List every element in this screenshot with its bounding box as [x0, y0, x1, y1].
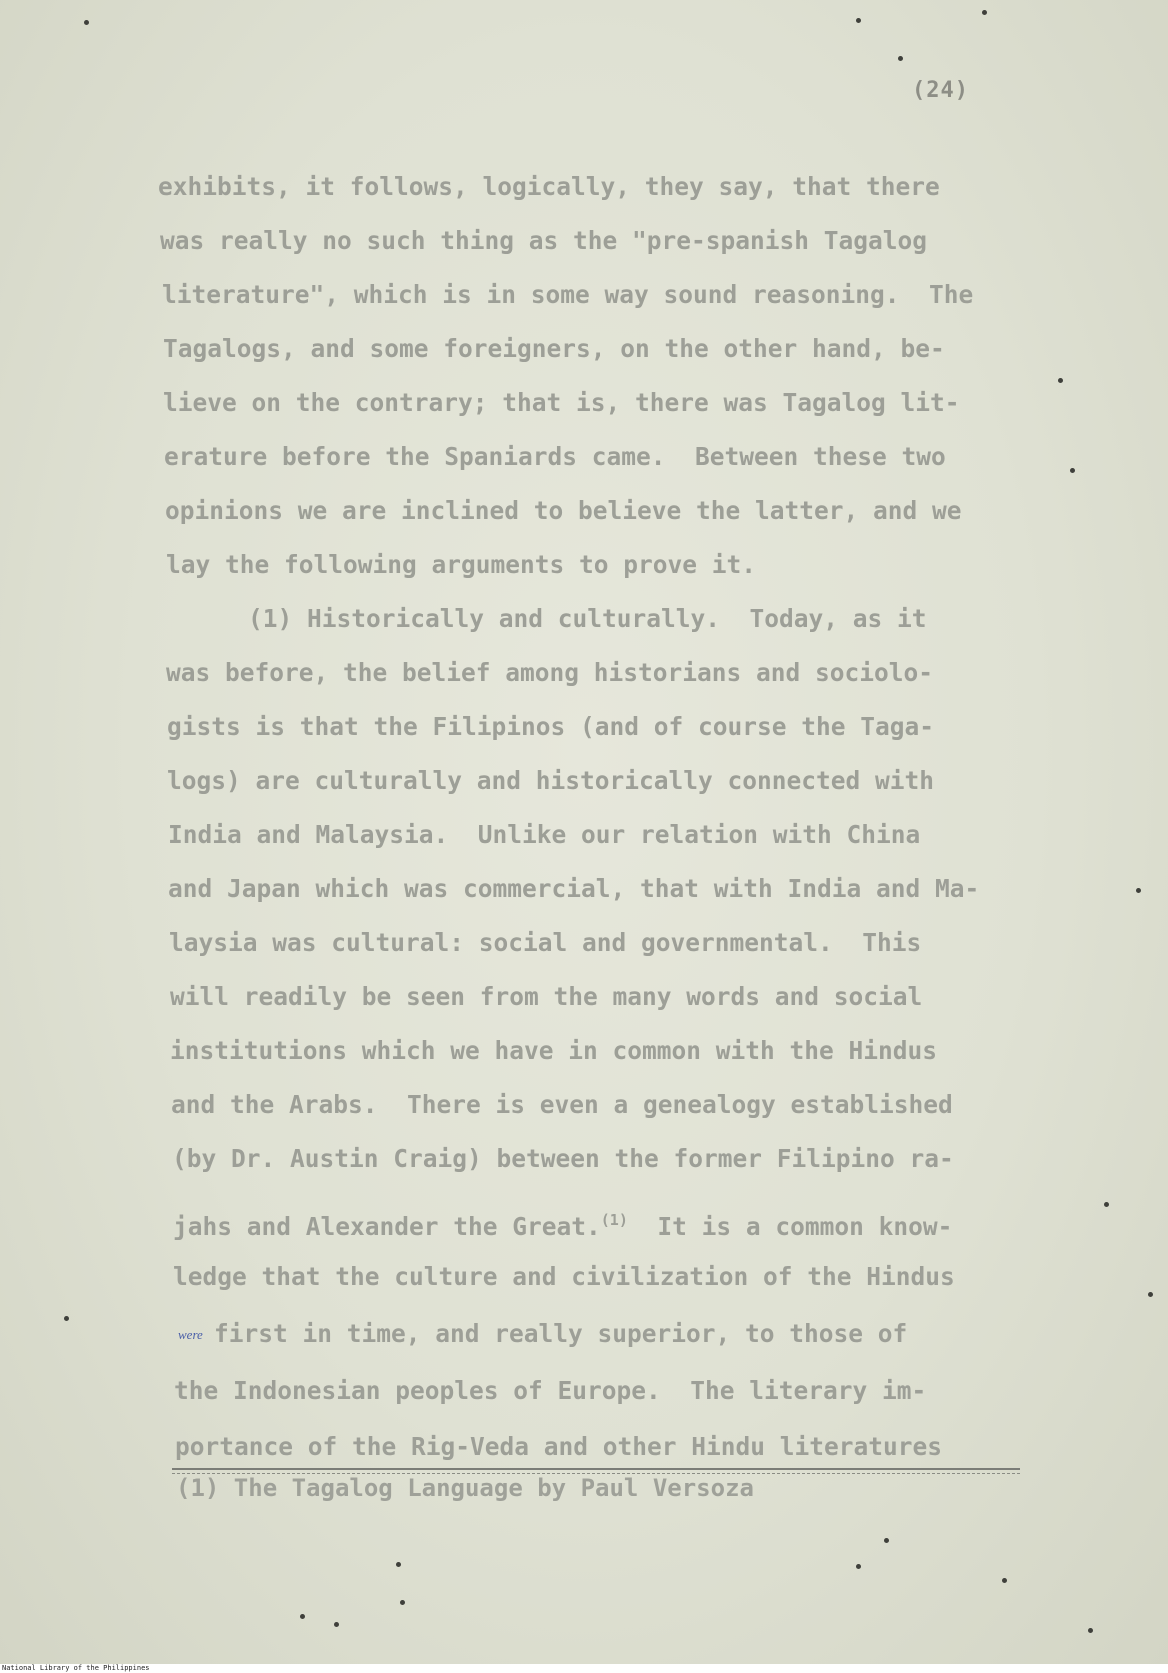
- dust-speck: [884, 1538, 889, 1543]
- text-line: the Indonesian peoples of Europe. The literary im-: [174, 1376, 927, 1405]
- text-segment: It is a common know-: [657, 1212, 953, 1241]
- text-line: and the Arabs. There is even a genealogy established: [171, 1090, 953, 1119]
- text-line: (1) Historically and culturally. Today, as it: [248, 604, 927, 633]
- dust-speck: [396, 1562, 401, 1567]
- text-line: India and Malaysia. Unlike our relation with China: [168, 820, 921, 849]
- dust-speck: [1002, 1578, 1007, 1583]
- library-credit: National Library of the Philippines: [2, 1664, 150, 1672]
- text-line: institutions which we have in common with the Hindus: [170, 1036, 938, 1065]
- text-line: was really no such thing as the "pre-spanish Tagalog: [160, 226, 928, 255]
- dust-speck: [1070, 468, 1075, 473]
- footnote-text: (1) The Tagalog Language by Paul Versoza: [176, 1474, 754, 1502]
- dust-speck: [898, 56, 903, 61]
- text-line: opinions we are inclined to believe the latter, and we: [165, 496, 962, 525]
- text-line: ledge that the culture and civilization of the Hindus: [173, 1262, 955, 1291]
- dust-speck: [84, 20, 89, 25]
- text-line: was before, the belief among historians and sociolo-: [166, 658, 934, 687]
- text-segment: jahs and Alexander the Great.: [173, 1212, 601, 1241]
- dust-speck: [1088, 1628, 1093, 1633]
- text-line: [173, 1205, 952, 1242]
- text-line: Tagalogs, and some foreigners, on the other hand, be-: [163, 334, 945, 363]
- text-line: and Japan which was commercial, that with India and Ma-: [168, 874, 980, 903]
- dust-speck: [856, 1564, 861, 1569]
- dust-speck: [1058, 378, 1063, 383]
- text-line: (by Dr. Austin Craig) between the former Filipino ra-: [172, 1144, 954, 1173]
- dust-speck: [300, 1614, 305, 1619]
- text-gap: [628, 1212, 658, 1241]
- dust-speck: [1136, 888, 1141, 893]
- text-line: erature before the Spaniards came. Between these two: [164, 442, 946, 471]
- footnote-reference: (1): [600, 1211, 628, 1229]
- dust-speck: [1148, 1292, 1153, 1297]
- page-number: (24): [912, 78, 969, 103]
- text-line: portance of the Rig-Veda and other Hindu literatures: [175, 1432, 943, 1461]
- dust-speck: [982, 10, 987, 15]
- dust-speck: [64, 1316, 69, 1321]
- text-line: literature", which is in some way sound reasoning. The: [162, 280, 974, 309]
- text-line: laysia was cultural: social and governmental. This: [169, 928, 922, 957]
- text-line: gists is that the Filipinos (and of course the Taga-: [167, 712, 935, 741]
- dust-speck: [334, 1622, 339, 1627]
- text-line: lay the following arguments to prove it.: [166, 550, 757, 579]
- text-line: exhibits, it follows, logically, they say, that there: [158, 172, 940, 201]
- text-line: first in time, and really superior, to those of: [214, 1319, 908, 1348]
- dust-speck: [400, 1600, 405, 1605]
- text-line: logs) are culturally and historically connected with: [167, 766, 935, 795]
- footnote-rule: [172, 1468, 1020, 1470]
- text-line: will readily be seen from the many words and social: [170, 982, 923, 1011]
- handwritten-margin-note: were: [178, 1327, 203, 1342]
- dust-speck: [1104, 1202, 1109, 1207]
- dust-speck: [856, 18, 861, 23]
- text-line: lieve on the contrary; that is, there was Tagalog lit-: [163, 388, 960, 417]
